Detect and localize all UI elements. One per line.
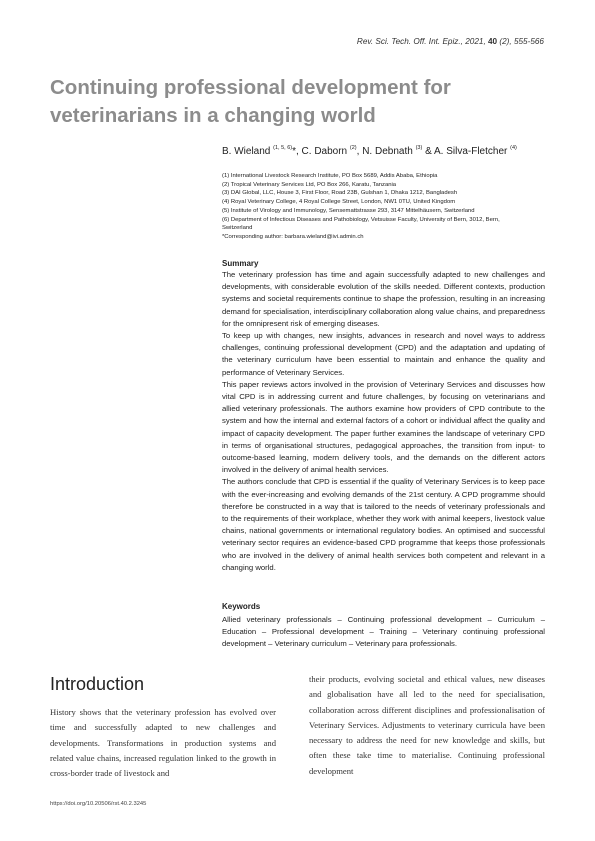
summary-paragraph: The veterinary profession has time and again successfully adapted to new challenges and developments, with considerable evolution of the skills needed. Different contexts, production systems and societal requirements continue to shape the profession, resulting in an increasing demand for specialisation, interdisciplinary collaboration along value chains, and preparedness for the omnipresent risk of emerging diseases. [222,270,545,328]
article-title: Continuing professional development for veterinarians in a changing world [50,76,451,127]
author-sep-2: , [356,146,363,157]
author-1-affil: (1, 5, 6) [273,145,293,151]
journal-citation [357,37,544,46]
summary-paragraph: The authors conclude that CPD is essential if the quality of Veterinary Services is to keep pace with the ever-increasing and evolving demands of the 21st century. A CPD programme should therefore be constructed in a way that is tailored to the needs of veterinary professionals and to the requirements of their workplace, whether they work with animal keepers, livestock value chains, national governments or international regulatory bodies. An optimised and successful veterinary sector requires an evidence-based CPD programme that keeps those professionals who are involved in the delivery of animal health services both competent and relevant in a changing world. [222,477,545,572]
journal-volume: 40 [488,37,498,46]
journal-year: 2021, [462,37,488,46]
affiliation-line: (1) International Livestock Research Institute, PO Box 5689, Addis Ababa, Ethiopia [222,173,438,179]
summary-body [222,269,545,574]
author-4-affil: (4) [510,145,517,151]
author-4: A. Silva-Fletcher [434,146,511,157]
journal-issue-pages: (2), 555-566 [497,37,544,46]
affiliation-line: (2) Tropical Veterinary Services Ltd, PO Box 266, Karatu, Tanzania [222,181,397,188]
author-3-affil: (3) [415,145,423,151]
affiliation-line: (5) Institute of Virology and Immunology, Sensemattstrasse 293, 3147 Mittelhäusern, Switzerland [222,207,475,214]
keywords-heading: Keywords [222,602,261,611]
introduction-column-right [309,672,545,779]
introduction-paragraph: their products, evolving societal and ethical values, new diseases and globalisation have all led to the need for specialisation, collaboration across different disciplines and professionalisation of Veterinary Services. Adjustments to veterinary curricula have been necessary to address the need for new knowledge and skills, but often these take time to materialise. Continuing professional development [309,674,545,776]
affiliation-line: (6) Department of Infectious Diseases and Pathobiology, Vetsuisse Faculty, University of Bern, 3012, Bern, [222,216,500,223]
summary-paragraph: To keep up with changes, new insights, advances in research and novel ways to address challenges, continuing professional development (CPD) and the adaptation and updating of the veterinary curriculum have been essential to maintain and enhance the quality and performance of Veterinary Services. [222,331,545,377]
introduction-heading: Introduction [50,674,145,694]
journal-name: Rev. Sci. Tech. Off. Int. Epiz., [356,37,463,46]
author-3: N. Debnath [362,146,416,157]
doi-link[interactable]: https://doi.org/10.20506/rst.40.2.3245 [50,801,147,807]
summary-heading: Summary [222,259,259,268]
affiliation-line: (4) Royal Veterinary College, 4 Royal College Street, London, NW1 0TU, United Kingdom [222,199,456,206]
summary-paragraph: This paper reviews actors involved in the provision of Veterinary Services and discusses how vital CPD is in addressing current and future challenges, by focusing on veterinarians and allied veterinary professionals. The authors examine how providers of CPD contribute to the system and how the internal and external factors of a cohort or individual affect the quality and impact of capacity development. The paper further examines the landscape of veterinary CPD in terms of organisational structures, pedagogical approaches, the transition from input- to outcome-based learning, modern delivery tools, and the demands on the different actors involved in the delivery of animal health services. [222,379,545,475]
corresponding-author: *Corresponding author: barbara.wieland@ivi.admin.ch [222,233,364,240]
affiliation-line: Switzerland [222,225,253,232]
author-list [222,145,517,157]
author-1-star: *, [292,146,302,157]
author-2: C. Daborn [301,146,350,157]
author-sep-3: & [422,146,434,157]
affiliation-line: (3) DAI Global, LLC, House 3, First Floor, Road 23B, Gulshan 1, Dhaka 1212, Bangladesh [222,190,458,197]
introduction-paragraph: History shows that the veterinary profession has evolved over time and successfully adapted to new challenges and developments. Transformations in production systems and related value chains, increased regulation linked to the growth in cross-border trade of livestock and [50,707,276,779]
author-1: B. Wieland [222,146,274,157]
introduction-column-left [50,705,276,781]
affiliations [222,172,547,242]
author-2-affil: (2) [349,145,357,151]
keywords-text: Allied veterinary professionals – Continuing professional development – Curriculum – Education – Professional development – Training – Veterinary continuing professional development – Veterinary curriculum – Veterinary para professionals. [222,615,545,649]
